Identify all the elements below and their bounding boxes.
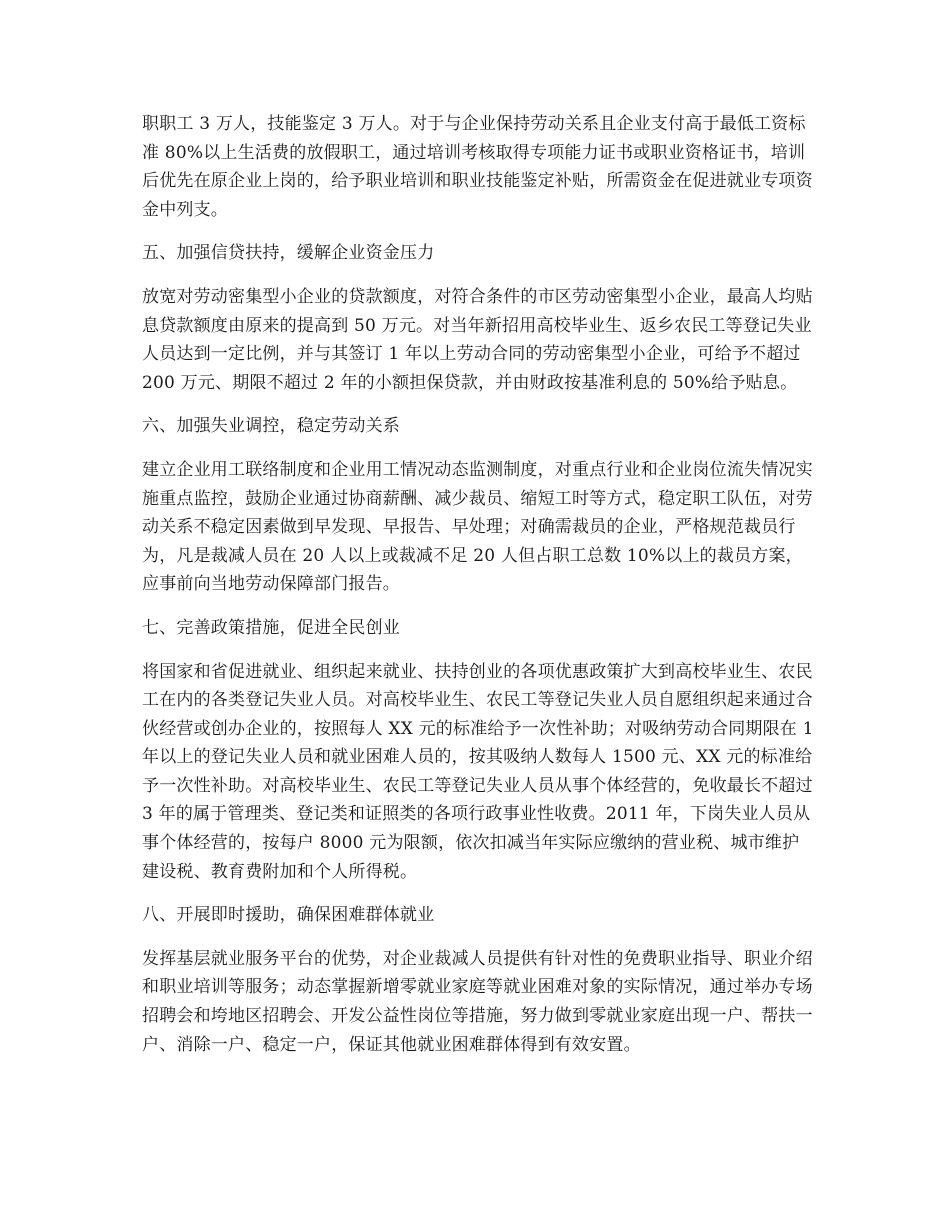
section-heading-unemployment-control: 六、加强失业调控，稳定劳动关系 — [142, 416, 400, 437]
paragraph-credit-support: 放宽对劳动密集型小企业的贷款额度，对符合条件的市区劳动密集型小企业，最高人均贴息贷款额度由原来的提高到 50 万元。对当年新招用高校毕业生、返乡农民工等登记失业人员达到一定比例，并与其签订 1 年以上劳动合同的劳动密集型小企业，可给予不超过 200 万元、期限不超过 2 年的小额担保贷款，并由财政按基准利息的 50%给予贴息。 — [142, 286, 813, 393]
section-heading-entrepreneurship: 七、完善政策措施，促进全民创业 — [142, 617, 400, 638]
document-page — [142, 110, 814, 1074]
paragraph-unemployment-control: 建立企业用工联络制度和企业用工情况动态监测制度，对重点行业和企业岗位流失情况实施重点监控，鼓励企业通过协商薪酬、减少裁员、缩短工时等方式，稳定职工队伍，对劳动关系不稳定因素做到早发现、早报告、早处理；对确需裁员的企业，严格规范裁员行为，凡是裁减人员在 20 人以上或裁减不足 20 人但占职工总数 10%以上的裁员方案，应事前向当地劳动保障部门报告。 — [142, 459, 813, 595]
paragraph-immediate-assistance: 发挥基层就业服务平台的优势，对企业裁减人员提供有针对性的免费职业指导、职业介绍和职业培训等服务；动态掌握新增零就业家庭等就业困难对象的实际情况，通过举办专场招聘会和垮地区招聘会、开发公益性岗位等措施，努力做到零就业家庭出现一户、帮扶一户、消除一户、稳定一户，保证其他就业困难群体得到有效安置。 — [142, 948, 813, 1055]
section-heading-credit-support: 五、加强信贷扶持，缓解企业资金压力 — [142, 243, 435, 264]
paragraph-entrepreneurship: 将国家和省促进就业、组织起来就业、扶持创业的各项优惠政策扩大到高校毕业生、农民工在内的各类登记失业人员。对高校毕业生、农民工等登记失业人员自愿组织起来通过合伙经营或创办企业的，按照每人 XX 元的标准给予一次性补助；对吸纳劳动合同期限在 1 年以上的登记失业人员和就业困难人员的，按其吸纳人数每人 1500 元、XX 元的标准给予一次性补助。对高校毕业生、农民工等登记失业人员从事个体经营的，免收最长不超过 3 年的属于管理类、登记类和证照类的各项行政事业性收费。2011 年，下岗失业人员从事个体经营的，按每户 8000 元为限额，依次扣减当年实际应缴纳的营业税、城市维护建设税、教育费附加和个人所得税。 — [142, 661, 814, 882]
paragraph-training-subsidy: 职职工 3 万人，技能鉴定 3 万人。对于与企业保持劳动关系且企业支付高于最低工资标准 80%以上生活费的放假职工，通过培训考核取得专项能力证书或职业资格证书，培训后优先在原企业上岗的，给予职业培训和职业技能鉴定补贴，所需资金在促进就业专项资金中列支。 — [142, 114, 813, 220]
section-heading-immediate-assistance: 八、开展即时援助，确保困难群体就业 — [142, 905, 435, 926]
